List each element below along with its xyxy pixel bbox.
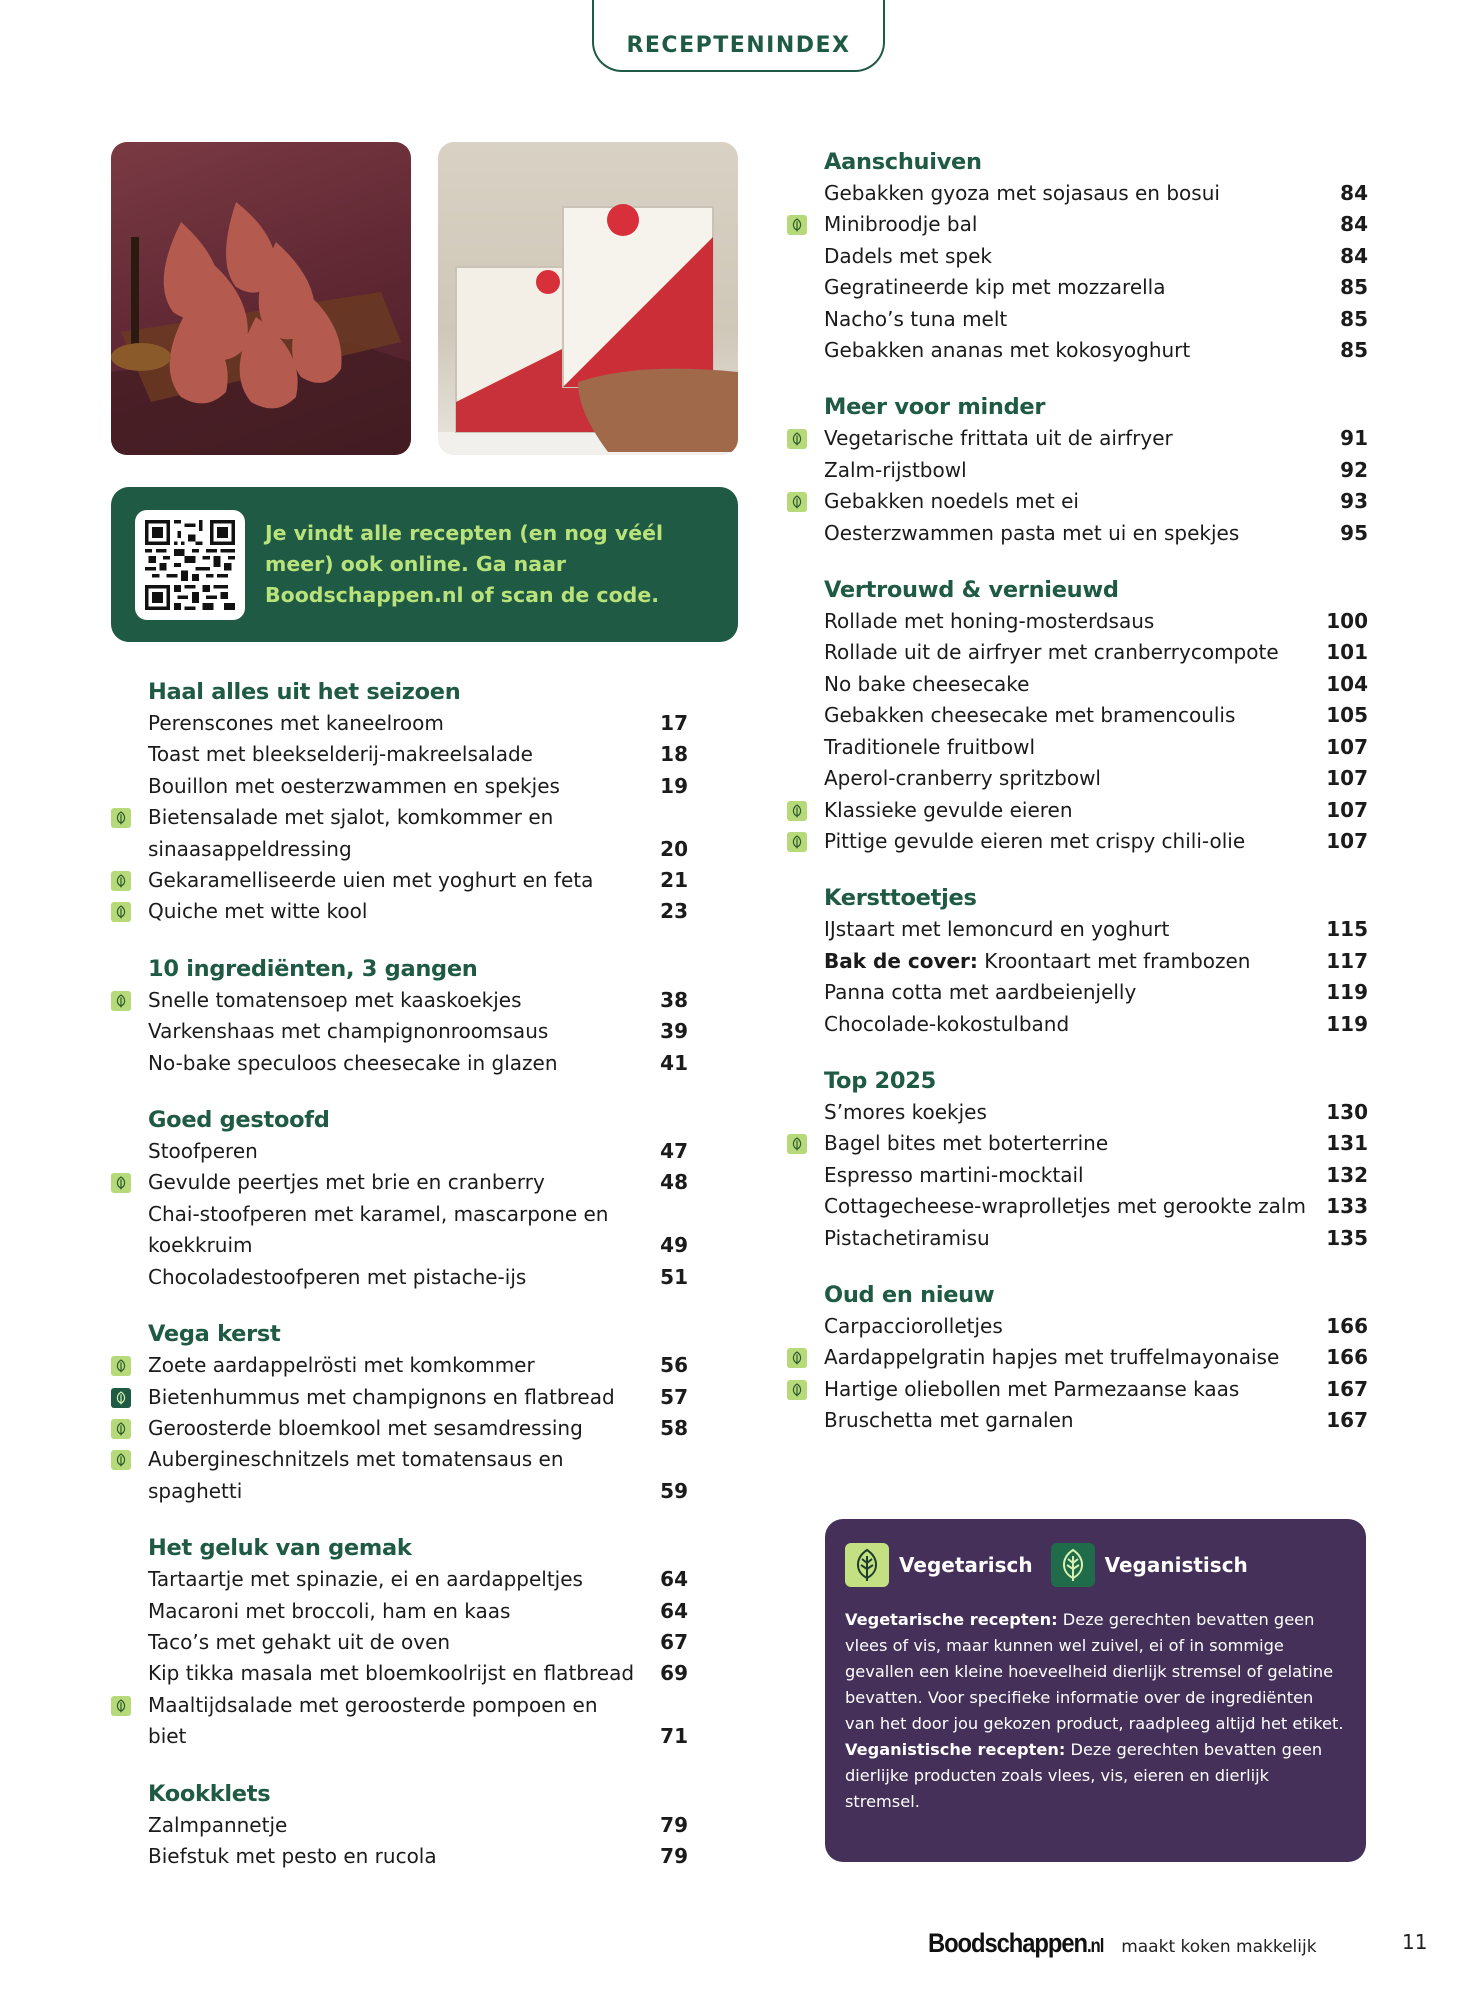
recipe-page-number: 166 [1326, 1313, 1368, 1338]
recipe-title [824, 1160, 1326, 1191]
recipe-title-text: Rollade uit de airfryer met cranberrycompote [824, 640, 1279, 665]
recipe-page-number: 130 [1326, 1099, 1368, 1124]
recipe-title-text: Dadels met spek [824, 243, 992, 268]
vegetarian-leaf-icon [111, 871, 131, 891]
recipe-entry[interactable] [776, 669, 1378, 700]
section-title: Oud en nieuw [824, 1281, 995, 1308]
recipe-title [824, 732, 1326, 763]
recipe-title [824, 241, 1328, 272]
recipe-entry[interactable] [776, 946, 1378, 977]
recipe-entry[interactable] [100, 1810, 700, 1841]
recipe-title [148, 1016, 648, 1047]
vegetarian-leaf-icon [111, 902, 131, 922]
recipe-title-text: Gebakken gyoza met sojasaus en bosui [824, 181, 1220, 205]
recipe-entry[interactable] [776, 335, 1378, 366]
recipe-title [148, 1810, 648, 1841]
recipe-entry[interactable] [776, 637, 1378, 668]
recipe-title [148, 865, 648, 896]
recipe-title-text: Pittige gevulde eieren met crispy chili-olie [824, 828, 1246, 853]
recipe-page-number: 69 [660, 1661, 688, 1686]
recipe-entry[interactable] [776, 1128, 1378, 1159]
vegetarian-leaf-icon [111, 1450, 131, 1470]
vegetarian-leaf-icon [111, 1173, 131, 1193]
recipe-entry[interactable] [776, 1374, 1378, 1405]
recipe-entry[interactable] [100, 1658, 700, 1689]
vegetarian-label: Vegetarisch [899, 1553, 1033, 1577]
recipe-page-number: 59 [660, 1478, 688, 1503]
vegetarian-leaf-icon [787, 1380, 807, 1400]
recipe-title-text: IJstaart met lemoncurd en yoghurt [824, 917, 1170, 942]
recipe-entry[interactable] [100, 1382, 700, 1413]
recipe-entry[interactable] [100, 1016, 700, 1047]
online-recipes-text: Je vindt alle recepten (en nog véél meer) ook online. Ga naar Boodschappen.nl of scan de code. [265, 521, 664, 607]
recipe-title [824, 977, 1326, 1008]
vegan-label: Veganistisch [1104, 1553, 1248, 1577]
recipe-entry[interactable] [776, 1405, 1378, 1436]
recipe-entry[interactable] [776, 606, 1378, 637]
recipe-page-number: 21 [660, 868, 688, 893]
section-title: Haal alles uit het seizoen [148, 679, 461, 705]
recipe-page-number: 20 [660, 836, 688, 861]
recipe-page-number: 64 [660, 1567, 688, 1592]
recipe-title-text: Minibroodje bal [824, 212, 978, 237]
recipe-title [824, 1405, 1326, 1436]
panna-cotta-photo [438, 142, 738, 455]
brand-name: Boodschappen [928, 1928, 1087, 1958]
recipe-title [824, 606, 1326, 637]
vegetarian-heading: Vegetarische recepten: [845, 1610, 1058, 1629]
vegetarian-leaf-icon [111, 1696, 131, 1716]
recipe-title [148, 1627, 648, 1658]
recipe-title-text: Kroontaart met frambozen [984, 948, 1251, 973]
recipe-title [824, 946, 1326, 977]
recipe-page-number: 85 [1340, 306, 1368, 331]
section-title: Kersttoetjes [824, 885, 977, 912]
recipe-entry[interactable] [776, 977, 1378, 1008]
vegetarian-leaf-icon [787, 492, 807, 512]
recipe-title-text: Aubergineschnitzels met tomatensaus en spaghetti [148, 1447, 564, 1503]
footer [928, 1928, 1317, 1959]
recipe-title-text: Cottagecheese-wraprolletjes met gerookte zalm [824, 1194, 1306, 1219]
recipe-entry[interactable] [776, 1311, 1378, 1342]
index-section [776, 391, 1378, 549]
recipe-page-number: 17 [660, 711, 688, 735]
recipe-page-number: 101 [1326, 640, 1368, 665]
section-title: Vertrouwd & vernieuwd [824, 577, 1119, 604]
recipe-entry[interactable] [100, 1413, 700, 1444]
recipe-page-number: 84 [1340, 181, 1368, 205]
index-section [100, 1778, 700, 1873]
recipe-page-number: 47 [660, 1139, 688, 1164]
recipe-title-text: Panna cotta met aardbeienjelly [824, 980, 1137, 1005]
recipe-page-number: 84 [1340, 243, 1368, 268]
recipe-page-number: 91 [1340, 426, 1368, 451]
recipe-title [148, 1262, 648, 1293]
recipe-title-text: Aardappelgratin hapjes met truffelmayonaise [824, 1345, 1280, 1370]
recipe-page-number: 167 [1326, 1376, 1368, 1401]
recipe-entry[interactable] [100, 896, 700, 927]
recipe-entry[interactable] [776, 1097, 1378, 1128]
recipe-entry[interactable] [776, 518, 1378, 549]
recipe-entry[interactable] [100, 802, 700, 865]
vegetarian-description: Deze gerechten bevatten geen vlees of vis, maar kunnen wel zuivel, ei of in sommige gevallen een kleine hoeveelheid dierlijk stremsel of gelatine bevatten. Voor specifieke informatie over de ingrediënten van het door jou gekozen product, raadpleeg altijd het etiket. [845, 1610, 1344, 1733]
recipe-title-text: Taco’s met gehakt uit de oven [148, 1629, 451, 1654]
recipe-title [148, 1444, 648, 1507]
recipe-entry[interactable] [776, 304, 1378, 335]
recipe-title-text: Oesterzwammen pasta met ui en spekjes [824, 520, 1240, 545]
recipe-page-number: 132 [1326, 1162, 1368, 1187]
recipe-title-text: Klassieke gevulde eieren [824, 797, 1073, 822]
vegan-leaf-icon [1051, 1543, 1095, 1587]
index-section [776, 574, 1378, 857]
recipe-title [824, 1009, 1326, 1040]
recipe-title [148, 1690, 648, 1753]
index-section [776, 1065, 1378, 1254]
index-left-column [100, 676, 700, 1897]
tagline: maakt koken makkelijk [1121, 1937, 1317, 1957]
recipe-page-number: 119 [1326, 980, 1368, 1005]
recipe-title [824, 1191, 1326, 1222]
recipe-title-text: Bouillon met oesterzwammen en spekjes [148, 773, 560, 798]
vegan-leaf-icon [111, 1388, 131, 1408]
recipe-entry[interactable] [100, 1136, 700, 1167]
recipe-title [824, 335, 1328, 366]
recipe-page-number: 57 [660, 1384, 688, 1409]
recipe-page-number: 58 [660, 1415, 688, 1440]
recipe-page-number: 107 [1326, 734, 1368, 759]
recipe-title [824, 304, 1328, 335]
index-section [100, 1532, 700, 1752]
diet-legend [825, 1519, 1366, 1862]
recipe-entry[interactable] [776, 1342, 1378, 1373]
section-title: Meer voor minder [824, 394, 1046, 421]
recipe-page-number: 117 [1326, 948, 1368, 973]
vegetarian-leaf-icon [787, 215, 807, 235]
recipe-title-text: Chai-stoofperen met karamel, mascarpone en koekkruim [148, 1201, 609, 1258]
recipe-page-number: 135 [1326, 1225, 1368, 1250]
section-title: Aanschuiven [824, 149, 982, 175]
section-title: 10 ingrediënten, 3 gangen [148, 955, 478, 982]
recipe-title [824, 1128, 1326, 1159]
recipe-title [148, 708, 648, 739]
vegetarian-leaf-icon [111, 1419, 131, 1439]
recipe-title [824, 486, 1328, 517]
recipe-title-text: Tartaartje met spinazie, ei en aardappeltjes [148, 1567, 583, 1592]
vegetarian-leaf-icon [111, 1356, 131, 1376]
recipe-entry[interactable] [776, 209, 1378, 240]
vegetarian-leaf-icon [787, 429, 807, 449]
recipe-title-text: Chocoladestoofperen met pistache-ijs [148, 1264, 527, 1289]
vegetarian-leaf-icon [111, 808, 131, 828]
recipe-title [824, 423, 1328, 454]
recipe-page-number: 56 [660, 1353, 688, 1378]
recipe-page-number: 71 [660, 1724, 688, 1749]
recipe-title [148, 1596, 648, 1627]
brand-tld: .nl [1086, 1936, 1104, 1957]
recipe-page-number: 79 [660, 1843, 688, 1868]
recipe-entry[interactable] [100, 1627, 700, 1658]
recipe-title-text: Gevulde peertjes met brie en cranberry [148, 1170, 545, 1195]
recipe-entry[interactable] [776, 455, 1378, 486]
recipe-title-prefix: Bak de cover: [824, 948, 978, 973]
recipe-entry[interactable] [776, 486, 1378, 517]
recipe-title [824, 1374, 1326, 1405]
recipe-title-text: Perenscones met kaneelroom [148, 711, 444, 735]
recipe-title [148, 771, 648, 802]
recipe-page-number: 115 [1326, 917, 1368, 942]
recipe-entry[interactable] [100, 1690, 700, 1753]
recipe-title-text: Zalmpannetje [148, 1812, 288, 1837]
index-section [100, 953, 700, 1079]
page-number: 11 [1402, 1930, 1428, 1954]
recipe-title [148, 1167, 648, 1198]
recipe-title [148, 1350, 648, 1381]
recipe-title-text: Stoofperen [148, 1139, 258, 1164]
recipe-title-text: Bietenhummus met champignons en flatbread [148, 1384, 615, 1409]
recipe-page-number: 48 [660, 1170, 688, 1195]
brand-logo[interactable] [928, 1928, 1103, 1959]
recipe-entry[interactable] [776, 241, 1378, 272]
recipe-page-number: 107 [1326, 766, 1368, 791]
section-title: Vega kerst [148, 1321, 281, 1348]
recipe-entry[interactable] [100, 1167, 700, 1198]
recipe-title [148, 1136, 648, 1167]
recipe-title-text: Bagel bites met boterterrine [824, 1131, 1109, 1156]
recipe-title-text: Zoete aardappelrösti met komkommer [148, 1353, 535, 1378]
recipe-title [824, 272, 1328, 303]
recipe-title-text: Nacho’s tuna melt [824, 306, 1008, 331]
recipe-entry[interactable] [100, 1199, 700, 1262]
recipe-title [824, 763, 1326, 794]
section-title: Kookklets [148, 1780, 271, 1807]
recipe-page-number: 104 [1326, 671, 1368, 696]
recipe-title-text: Geroosterde bloemkool met sesamdressing [148, 1415, 583, 1440]
recipe-title-text: Aperol-cranberry spritzbowl [824, 766, 1101, 791]
recipe-entry[interactable] [776, 1191, 1378, 1222]
recipe-page-number: 64 [660, 1598, 688, 1623]
recipe-title-text: Maaltijdsalade met geroosterde pompoen en biet [148, 1692, 598, 1749]
section-title: Goed gestoofd [148, 1107, 330, 1134]
recipe-entry[interactable] [776, 423, 1378, 454]
recipe-title-text: Bruschetta met garnalen [824, 1408, 1074, 1433]
recipe-page-number: 95 [1340, 520, 1368, 545]
recipe-title [148, 1413, 648, 1444]
recipe-entry[interactable] [100, 1350, 700, 1381]
recipe-entry[interactable] [776, 914, 1378, 945]
recipe-title [824, 1342, 1326, 1373]
recipe-entry[interactable] [100, 739, 700, 770]
recipe-title-text: Chocolade-kokostulband [824, 1011, 1070, 1036]
page-title: RECEPTENINDEX [626, 33, 851, 58]
recipe-entry[interactable] [776, 795, 1378, 826]
recipe-entry[interactable] [776, 826, 1378, 857]
recipe-entry[interactable] [776, 700, 1378, 731]
recipe-title [824, 209, 1328, 240]
recipe-entry[interactable] [100, 1444, 700, 1507]
stoofperen-photo [111, 142, 411, 455]
recipe-title-text: S’mores koekjes [824, 1099, 987, 1124]
index-section [776, 1279, 1378, 1437]
recipe-title [824, 455, 1328, 486]
recipe-page-number: 119 [1326, 1011, 1368, 1036]
recipe-page-number: 100 [1326, 609, 1368, 634]
recipe-entry[interactable] [100, 1564, 700, 1595]
recipe-entry[interactable] [776, 1223, 1378, 1254]
vegetarian-leaf-icon [845, 1543, 889, 1587]
recipe-page-number: 51 [660, 1264, 688, 1289]
recipe-title [824, 518, 1328, 549]
recipe-title [148, 1048, 648, 1079]
index-right-column [776, 146, 1378, 1462]
recipe-title [824, 669, 1326, 700]
recipe-page-number: 92 [1340, 457, 1368, 482]
recipe-title-text: Toast met bleekselderij-makreelsalade [148, 742, 533, 767]
recipe-title [148, 802, 648, 865]
qr-code[interactable] [135, 510, 245, 620]
recipe-page-number: 23 [660, 899, 688, 924]
recipe-title-text: Pistachetiramisu [824, 1225, 990, 1250]
recipe-entry[interactable] [100, 865, 700, 896]
recipe-title-text: Gebakken noedels met ei [824, 489, 1079, 514]
recipe-title [824, 1311, 1326, 1342]
recipe-title [824, 826, 1326, 857]
recipe-entry[interactable] [776, 763, 1378, 794]
recipe-title-text: No-bake speculoos cheesecake in glazen [148, 1050, 558, 1075]
legend-description [845, 1607, 1346, 1815]
recipe-page-number: 49 [660, 1233, 688, 1258]
recipe-title-text: Espresso martini-mocktail [824, 1162, 1084, 1187]
recipe-entry[interactable] [776, 178, 1378, 209]
recipe-title-text: Hartige oliebollen met Parmezaanse kaas [824, 1376, 1240, 1401]
recipe-entry[interactable] [100, 771, 700, 802]
recipe-page-number: 133 [1326, 1194, 1368, 1219]
recipe-page-number: 39 [660, 1019, 688, 1044]
recipe-title [824, 914, 1326, 945]
recipe-title-text: Macaroni met broccoli, ham en kaas [148, 1598, 511, 1623]
recipe-page-number: 105 [1326, 703, 1368, 728]
recipe-title [148, 896, 648, 927]
recipe-entry[interactable] [100, 708, 700, 739]
vegetarian-leaf-icon [787, 1134, 807, 1154]
recipe-page-number: 131 [1326, 1131, 1368, 1156]
recipe-title-text: No bake cheesecake [824, 671, 1030, 696]
recipe-page-number: 107 [1326, 797, 1368, 822]
online-recipes-banner [111, 487, 738, 642]
vegetarian-leaf-icon [787, 832, 807, 852]
index-section [100, 1318, 700, 1507]
recipe-title-text: Gekaramelliseerde uien met yoghurt en feta [148, 868, 594, 893]
recipe-page-number: 38 [660, 987, 688, 1012]
recipe-page-number: 79 [660, 1812, 688, 1837]
vegan-description: Deze gerechten bevatten geen dierlijke producten zoals vlees, vis, eieren en dierlijk stremsel. [845, 1740, 1323, 1811]
recipe-title [148, 1199, 648, 1262]
recipe-entry[interactable] [100, 1262, 700, 1293]
recipe-title [148, 1658, 648, 1689]
recipe-page-number: 107 [1326, 828, 1368, 853]
recipe-title-text: Biefstuk met pesto en rucola [148, 1843, 437, 1868]
recipe-title-text: Carpacciorolletjes [824, 1313, 1003, 1338]
recipe-page-number: 167 [1326, 1408, 1368, 1433]
recipe-entry[interactable] [776, 1160, 1378, 1191]
recipe-title-text: Snelle tomatensoep met kaaskoekjes [148, 987, 522, 1012]
index-section [100, 1104, 700, 1293]
recipe-title [824, 178, 1328, 209]
recipe-entry[interactable] [776, 272, 1378, 303]
recipe-title [148, 985, 648, 1016]
recipe-title-text: Gebakken ananas met kokosyoghurt [824, 338, 1191, 363]
recipe-page-number: 85 [1340, 275, 1368, 300]
index-section [776, 146, 1378, 366]
recipe-title-text: Vegetarische frittata uit de airfryer [824, 426, 1173, 451]
vegan-heading: Veganistische recepten: [845, 1740, 1066, 1759]
recipe-title [148, 1841, 648, 1872]
recipe-title [824, 700, 1326, 731]
recipe-title-text: Rollade met honing-mosterdsaus [824, 609, 1155, 634]
index-section [776, 882, 1378, 1040]
recipe-title-text: Varkenshaas met champignonroomsaus [148, 1019, 549, 1044]
recipe-title-text: Zalm-rijstbowl [824, 457, 967, 482]
recipe-title [148, 1564, 648, 1595]
recipe-page-number: 85 [1340, 338, 1368, 363]
section-title: Het geluk van gemak [148, 1535, 412, 1562]
recipe-title [824, 1097, 1326, 1128]
recipe-page-number: 84 [1340, 212, 1368, 237]
recipe-title-text: Gegratineerde kip met mozzarella [824, 275, 1166, 300]
recipe-title-text: Quiche met witte kool [148, 899, 368, 924]
vegetarian-leaf-icon [787, 801, 807, 821]
recipe-page-number: 93 [1340, 489, 1368, 514]
section-title: Top 2025 [824, 1067, 936, 1094]
recipe-entry[interactable] [776, 732, 1378, 763]
index-section [100, 676, 700, 928]
recipe-title-text: Traditionele fruitbowl [824, 734, 1036, 759]
recipe-title [824, 637, 1326, 668]
recipe-title [148, 1382, 648, 1413]
recipe-title [824, 795, 1326, 826]
recipe-page-number: 166 [1326, 1345, 1368, 1370]
vegetarian-leaf-icon [787, 1348, 807, 1368]
recipe-page-number: 18 [660, 742, 688, 767]
recipe-title-text: Bietensalade met sjalot, komkommer en sinaasappeldressing [148, 805, 554, 861]
recipe-entry[interactable] [100, 985, 700, 1016]
recipe-title [148, 739, 648, 770]
recipe-entry[interactable] [100, 1596, 700, 1627]
recipe-title-text: Gebakken cheesecake met bramencoulis [824, 703, 1236, 728]
recipe-page-number: 19 [660, 773, 688, 798]
recipe-page-number: 67 [660, 1629, 688, 1654]
recipe-entry[interactable] [100, 1048, 700, 1079]
recipe-title-text: Kip tikka masala met bloemkoolrijst en flatbread [148, 1661, 635, 1686]
recipe-title [824, 1223, 1326, 1254]
vegetarian-leaf-icon [111, 991, 131, 1011]
recipe-entry[interactable] [776, 1009, 1378, 1040]
recipe-page-number: 41 [660, 1050, 688, 1075]
recipe-entry[interactable] [100, 1841, 700, 1872]
index-tab [592, 0, 885, 72]
